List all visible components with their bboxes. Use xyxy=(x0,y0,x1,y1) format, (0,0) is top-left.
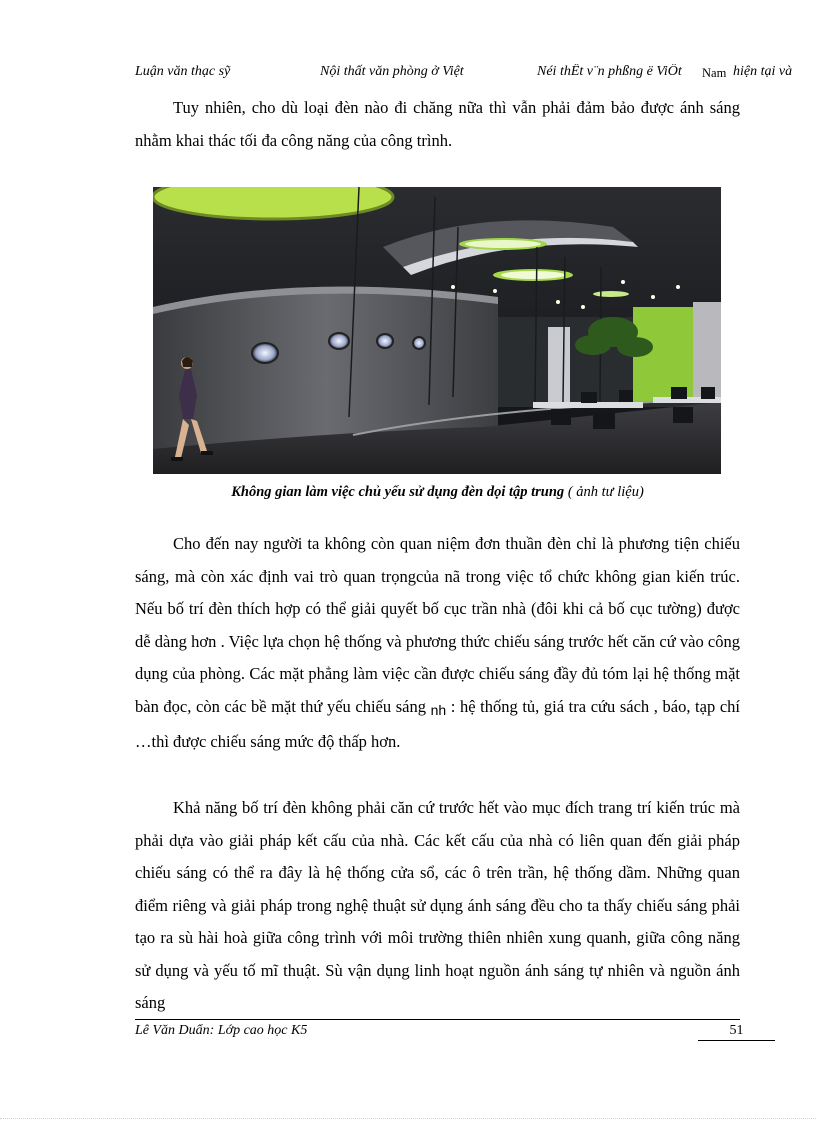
header-right-garbled: Néi thÊt v¨n phßng ë ViÖt xyxy=(537,64,682,79)
page-bottom-border xyxy=(0,1118,816,1119)
office-photo xyxy=(153,187,721,474)
running-header xyxy=(135,64,816,84)
paragraph-1: Tuy nhiên, cho dù loại đèn nào đi chăng nữa thì vẫn phải đảm bảo được ánh sáng nhằm khai thác tối đa công năng của công trình. xyxy=(135,98,740,150)
page-number: 51 xyxy=(698,1023,775,1041)
header-right-tail-small: Nam xyxy=(702,66,727,80)
paragraph-2 xyxy=(135,528,740,759)
caption-source: ( ảnh tư liệu) xyxy=(567,484,644,500)
footer-rule xyxy=(135,1019,740,1020)
header-right-tail: hiện tại và xyxy=(733,64,793,79)
office-interior-image xyxy=(153,187,721,474)
figure-caption xyxy=(135,484,740,501)
paragraph-2-stray-nh: nh xyxy=(430,701,447,718)
paragraph-2-text-b: : hệ thống tủ, giá tra cứu sách , báo, tạp chí …thì được chiếu sáng mức độ thấp hơn. xyxy=(135,696,740,751)
paragraph-3: Khả năng bố trí đèn không phải căn cứ trước hết vào mục đích trang trí kiến trúc mà phải dựa vào giải pháp kết cấu của nhà. Các kết cấu của nhà có liên quan đến giải pháp chiếu sáng có thể ra đây là hệ thống cửa sổ, các ô trên trần, hệ thống dầm. Những quan điểm riêng và giải pháp trong nghệ thuật sử dụng ánh sáng đều cho ta thấy chiếu sáng phải tạo ra sù hài hoà giữa công trình với môi trường thiên nhiên xung quanh, giữa công năng sử dụng và yếu tố mĩ thuật. Sù vận dụng linh hoạt nguồn ánh sáng tự nhiên và nguồn ánh sáng xyxy=(135,798,740,1012)
paragraph-2-text-a: Cho đến nay người ta không còn quan niệm đơn thuần đèn chỉ là phương tiện chiếu sáng, mà còn xác định vai trò quan trọngcủa nã trong việc tổ chức không gian kiến trúc. Nếu bố trí đèn thích hợp có thể giải quyết bố cục trần nhà (đôi khi cả bố cục tường) được dễ dàng hơn . Việc lựa chọn hệ thống và phương thức chiếu sáng trước hết căn cứ vào công dụng của phòng. Các mặt phẳng làm việc cần được chiếu sáng đầy đủ tóm lại hệ thống mặt bàn đọc, còn các bề mặt thứ yếu chiếu sáng xyxy=(135,534,740,716)
header-center: Nội thất văn phòng ở Việt xyxy=(320,64,464,79)
header-left: Luận văn thạc sỹ xyxy=(135,64,231,79)
caption-bold: Không gian làm việc chủ yếu sử dụng đèn dọi tập trung xyxy=(231,484,565,500)
footer-author: Lê Văn Duẩn: Lớp cao học K5 xyxy=(135,1023,308,1038)
